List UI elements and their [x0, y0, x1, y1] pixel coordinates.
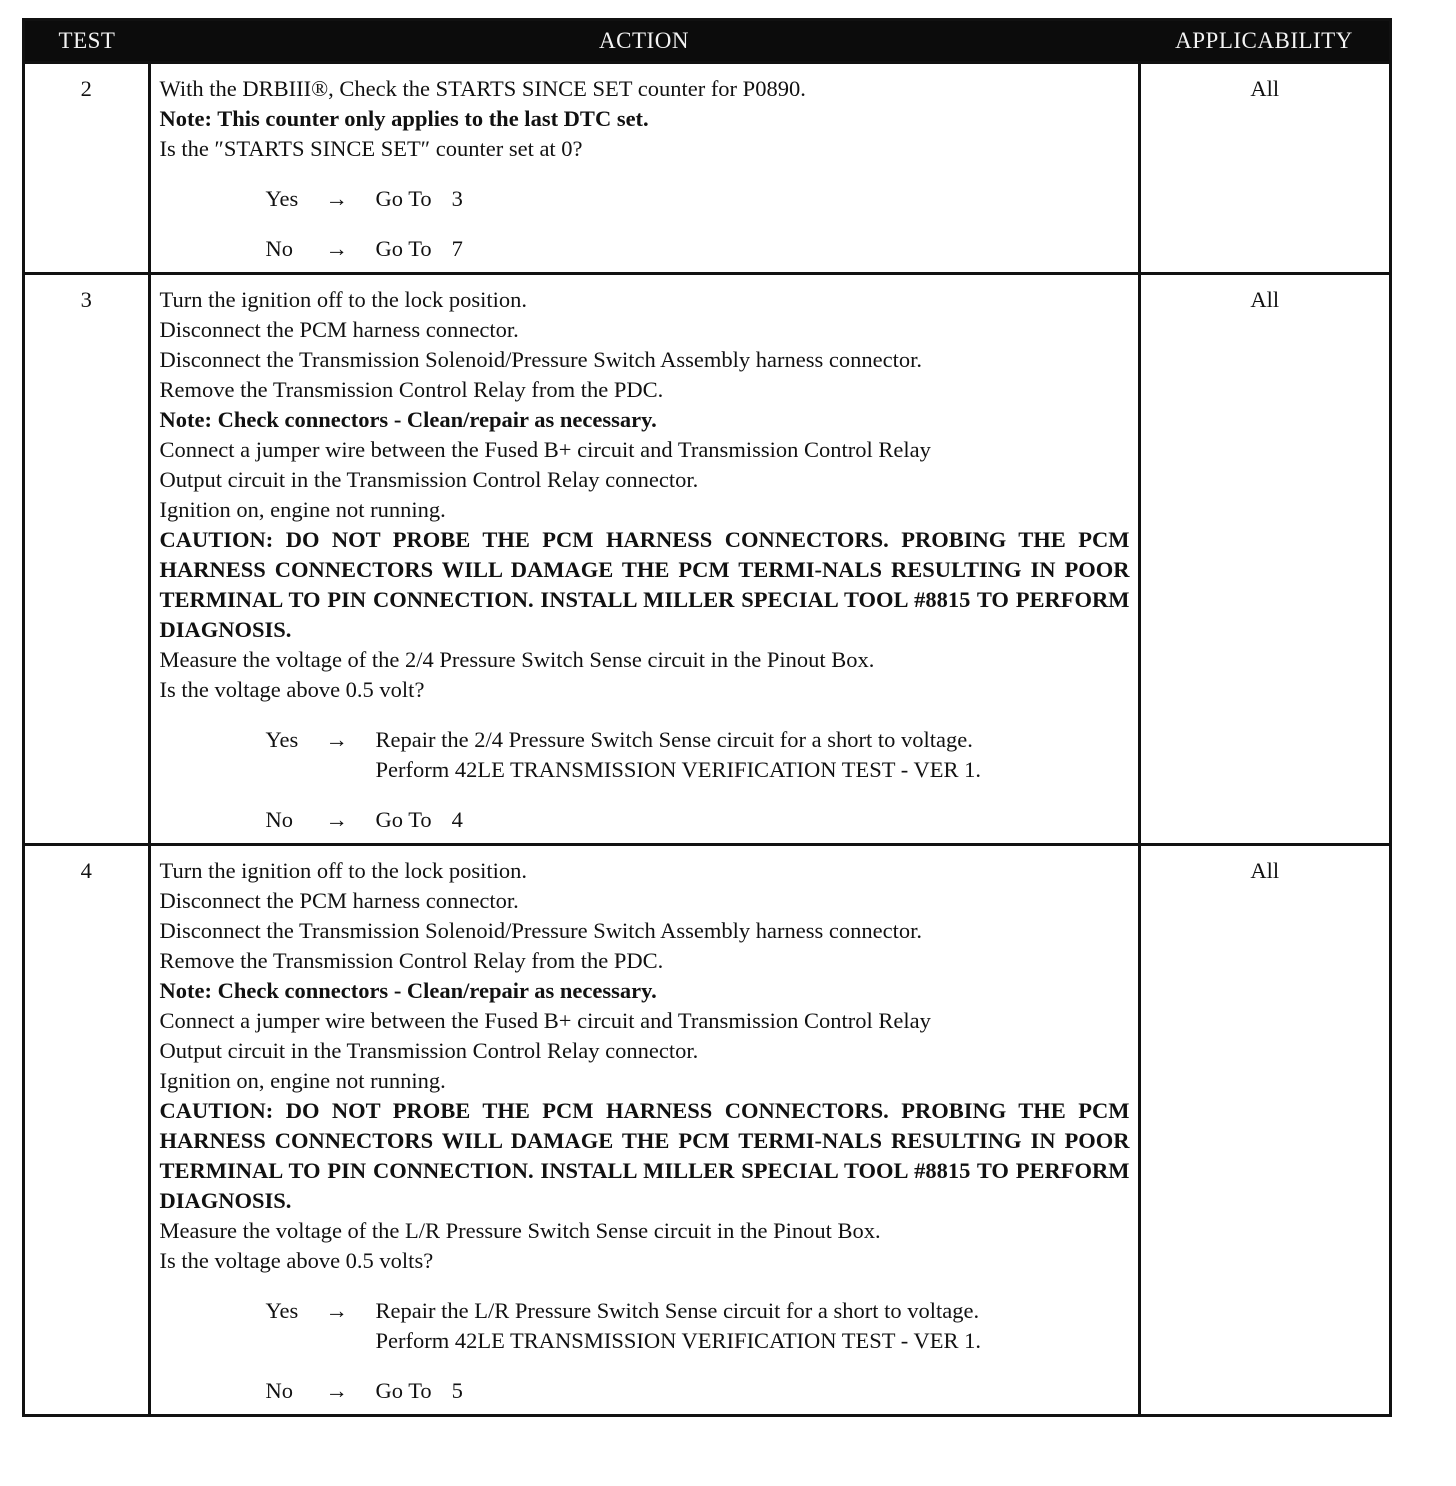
header-action: ACTION [149, 21, 1139, 63]
result-line: Perform 42LE TRANSMISSION VERIFICATION TEST - VER 1. [375, 757, 981, 782]
yes-answer [160, 1296, 1130, 1356]
no-label: No [265, 807, 293, 832]
goto-number: 5 [451, 1378, 463, 1403]
applicability-value: All [1139, 63, 1389, 274]
action-cell [149, 845, 1139, 1415]
goto-label: Go To [375, 1378, 432, 1403]
applicability-value: All [1139, 845, 1389, 1415]
action-line: Measure the voltage of the L/R Pressure Switch Sense circuit in the Pinout Box. [159, 1218, 881, 1243]
table-row [25, 845, 1389, 1415]
no-answer [160, 1376, 1130, 1406]
question-text: Is the voltage above 0.5 volts? [159, 1248, 434, 1273]
result-line: Repair the 2/4 Pressure Switch Sense circuit for a short to voltage. [375, 727, 973, 752]
yes-label: Yes [265, 1298, 299, 1323]
caution-text: CAUTION: DO NOT PROBE THE PCM HARNESS CONNECTORS. PROBING THE PCM HARNESS CONNECTORS WILL DAMAGE THE PCM TERMI-NALS RESULTING IN POOR TERMINAL TO PIN CONNECTION. INSTALL MILLER SPECIAL TOOL #8815 TO PERFORM DIAGNOSIS. [159, 1098, 1130, 1213]
table-header [25, 21, 1389, 63]
yes-result [376, 1296, 1130, 1356]
goto-number: 7 [451, 236, 463, 261]
result-line: Repair the L/R Pressure Switch Sense circuit for a short to voltage. [375, 1298, 980, 1323]
action-line: Remove the Transmission Control Relay from the PDC. [159, 377, 664, 402]
no-label: No [265, 1378, 293, 1403]
action-line: Disconnect the Transmission Solenoid/Pressure Switch Assembly harness connector. [159, 347, 922, 372]
action-line: Output circuit in the Transmission Control Relay connector. [159, 467, 699, 492]
note-text: Note: Check connectors - Clean/repair as necessary. [159, 978, 657, 1003]
action-line: Output circuit in the Transmission Control Relay connector. [159, 1038, 699, 1063]
action-line: Ignition on, engine not running. [159, 497, 446, 522]
test-table [25, 21, 1389, 1414]
arrow-right-icon: → [325, 236, 348, 261]
action-line: Ignition on, engine not running. [159, 1068, 446, 1093]
yes-answer [160, 725, 1130, 785]
diagnostic-test-table [22, 18, 1392, 1417]
test-number: 4 [25, 845, 149, 1415]
goto-result [376, 805, 1130, 835]
result-line: Perform 42LE TRANSMISSION VERIFICATION TEST - VER 1. [375, 1328, 981, 1353]
action-cell [149, 63, 1139, 274]
no-answer [160, 234, 1130, 264]
goto-label: Go To [375, 807, 432, 832]
header-test: TEST [25, 21, 149, 63]
action-line: Connect a jumper wire between the Fused B+ circuit and Transmission Control Relay [159, 1008, 931, 1033]
table-row [25, 274, 1389, 845]
goto-label: Go To [375, 236, 432, 261]
action-line: Connect a jumper wire between the Fused B+ circuit and Transmission Control Relay [159, 437, 931, 462]
header-applicability: APPLICABILITY [1139, 21, 1389, 63]
arrow-right-icon: → [325, 186, 348, 211]
note-text: Note: Check connectors - Clean/repair as necessary. [159, 407, 657, 432]
goto-number: 4 [451, 807, 463, 832]
arrow-right-icon: → [325, 807, 348, 832]
goto-label: Go To [375, 186, 432, 211]
no-answer [160, 805, 1130, 835]
action-line: Disconnect the PCM harness connector. [159, 317, 519, 342]
goto-result [376, 184, 1130, 214]
goto-result [376, 234, 1130, 264]
action-cell [149, 274, 1139, 845]
action-line: Turn the ignition off to the lock position. [159, 858, 528, 883]
arrow-right-icon: → [325, 727, 348, 752]
yes-label: Yes [265, 727, 299, 752]
yes-label: Yes [265, 186, 299, 211]
table-row [25, 63, 1389, 274]
action-line: With the DRBIII®, Check the STARTS SINCE SET counter for P0890. [159, 76, 806, 101]
goto-number: 3 [451, 186, 463, 211]
action-line: Turn the ignition off to the lock position. [159, 287, 528, 312]
test-number: 3 [25, 274, 149, 845]
action-line: Measure the voltage of the 2/4 Pressure Switch Sense circuit in the Pinout Box. [159, 647, 875, 672]
test-number: 2 [25, 63, 149, 274]
action-line: Remove the Transmission Control Relay from the PDC. [159, 948, 664, 973]
applicability-value: All [1139, 274, 1389, 845]
question-text: Is the voltage above 0.5 volt? [159, 677, 425, 702]
action-line: Disconnect the Transmission Solenoid/Pressure Switch Assembly harness connector. [159, 918, 922, 943]
question-text: Is the ″STARTS SINCE SET″ counter set at 0? [159, 136, 583, 161]
yes-result [376, 725, 1130, 785]
caution-text: CAUTION: DO NOT PROBE THE PCM HARNESS CONNECTORS. PROBING THE PCM HARNESS CONNECTORS WILL DAMAGE THE PCM TERMI-NALS RESULTING IN POOR TERMINAL TO PIN CONNECTION. INSTALL MILLER SPECIAL TOOL #8815 TO PERFORM DIAGNOSIS. [159, 527, 1130, 642]
action-line: Disconnect the PCM harness connector. [159, 888, 519, 913]
goto-result [376, 1376, 1130, 1406]
yes-answer [160, 184, 1130, 214]
note-text: Note: This counter only applies to the last DTC set. [159, 106, 649, 131]
arrow-right-icon: → [325, 1378, 348, 1403]
no-label: No [265, 236, 293, 261]
arrow-right-icon: → [325, 1298, 348, 1323]
